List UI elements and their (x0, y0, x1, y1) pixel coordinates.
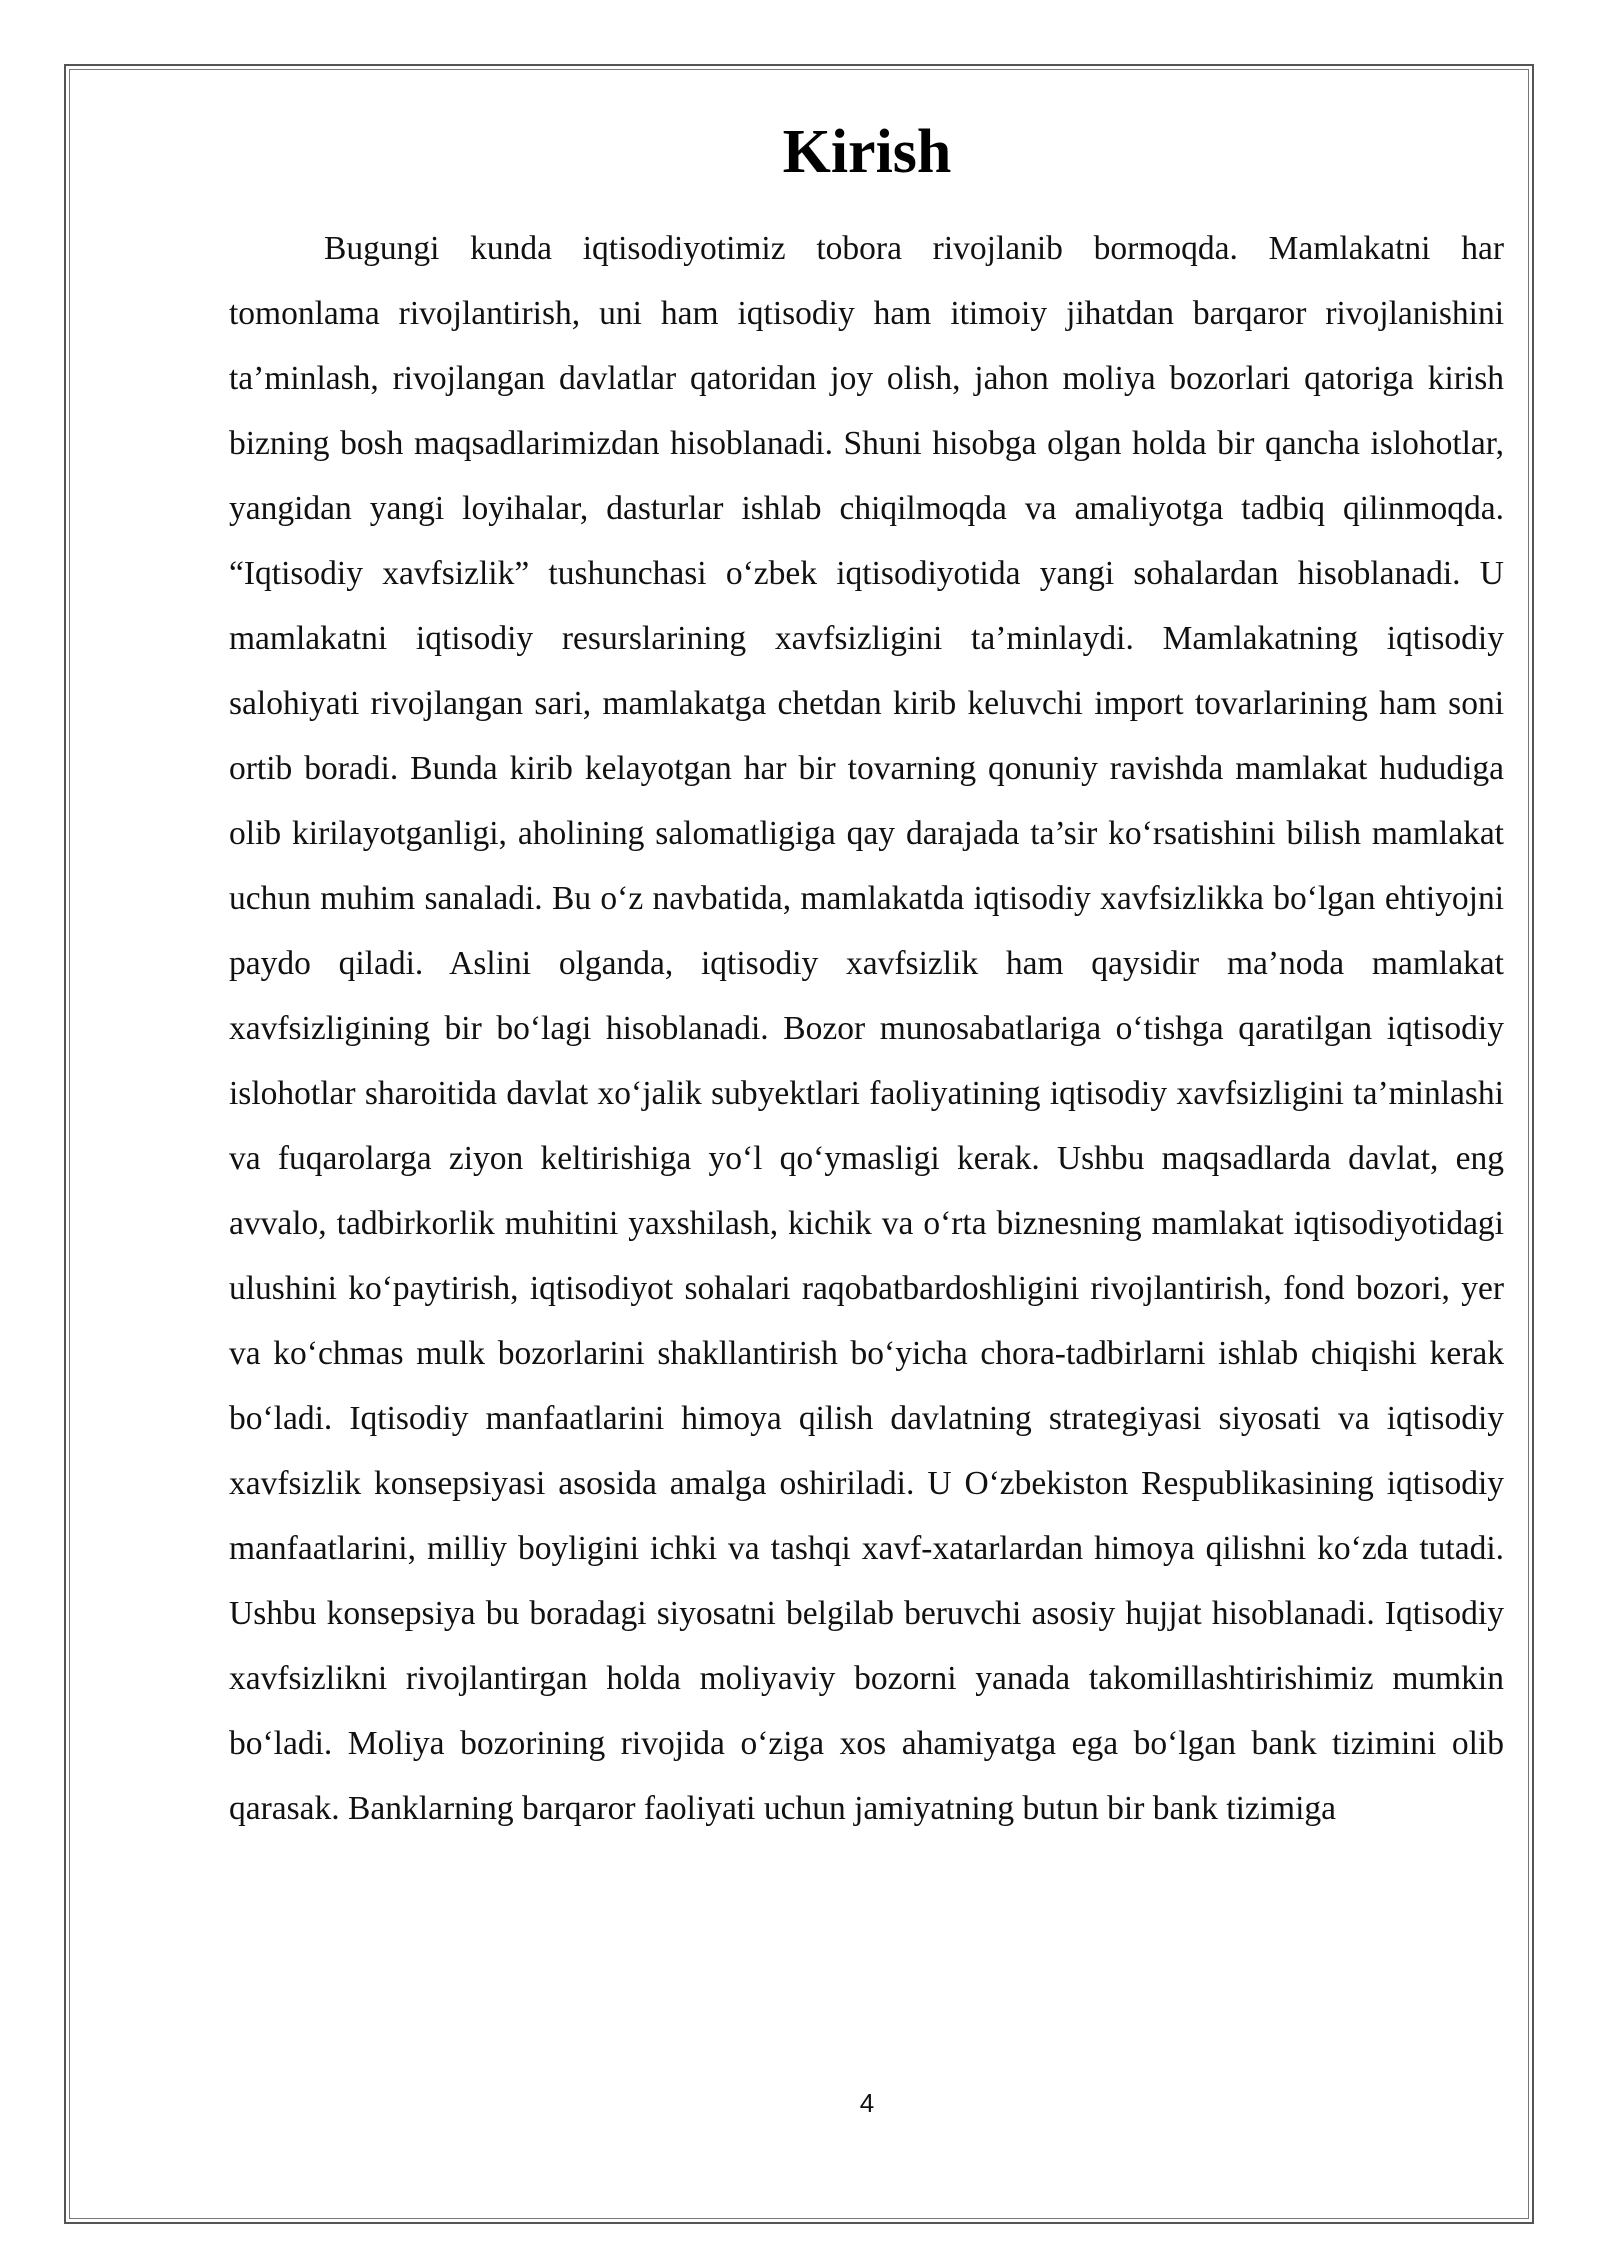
page-title: Kirish (782, 118, 952, 186)
body-paragraph: Bugungi kunda iqtisodiyotimiz tobora rivojlanib bormoqda. Mamlakatni har tomonlama rivojlantirish, uni ham iqtisodiy ham itimoiy jihatdan barqaror rivojlanishini ta’minlash, rivojlangan davlatlar qatoridan joy olish, jahon moliya bozorlari qatoriga kirish bizning bosh maqsadlarimizdan hisoblanadi. Shuni hisobga olgan holda bir qancha islohotlar, yangidan yangi loyihalar, dasturlar ishlab chiqilmoqda va amaliyotga tadbiq qilinmoqda. “Iqtisodiy xavfsizlik” tushunchasi o‘zbek iqtisodiyotida yangi sohalardan hisoblanadi. U mamlakatni iqtisodiy resurslarining xavfsizligini ta’minlaydi. Mamlakatning iqtisodiy salohiyati rivojlangan sari, mamlakatga chetdan kirib keluvchi import tovarlarining ham soni ortib boradi. Bunda kirib kelayotgan har bir tovarning qonuniy ravishda mamlakat hududiga olib kirilayotganligi, aholining salomatligiga qay darajada ta’sir ko‘rsatishini bilish mamlakat uchun muhim sanaladi. Bu o‘z navbatida, mamlakatda iqtisodiy xavfsizlikka bo‘lgan ehtiyojni paydo qiladi. Aslini olganda, iqtisodiy xavfsizlik ham qaysidir ma’noda mamlakat xavfsizligining bir bo‘lagi hisoblanadi. Bozor munosabatlariga o‘tishga qaratilgan iqtisodiy islohotlar sharoitida davlat xo‘jalik subyektlari faoliyatining iqtisodiy xavfsizligini ta’minlashi va fuqarolarga ziyon keltirishiga yo‘l qo‘ymasligi kerak. Ushbu maqsadlarda davlat, eng avvalo, tadbirkorlik muhitini yaxshilash, kichik va o‘rta biznesning mamlakat iqtisodiyotidagi ulushini ko‘paytirish, iqtisodiyot sohalari raqobatbardoshligini rivojlantirish, fond bozori, yer va ko‘chmas mulk bozorlarini shakllantirish bo‘yicha chora-tadbirlarni ishlab chiqishi kerak bo‘ladi. Iqtisodiy manfaatlarini himoya qilish davlatning strategiyasi siyosati va iqtisodiy xavfsizlik konsepsiyasi asosida amalga oshiriladi. U O‘zbekiston Respublikasining iqtisodiy manfaatlarini, milliy boyligini ichki va tashqi xavf-xatarlardan himoya qilishni ko‘zda tutadi. Ushbu konsepsiya bu boradagi siyosatni belgilab beruvchi asosiy hujjat hisoblanadi. Iqtisodiy xavfsizlikni rivojlantirgan holda moliyaviy bozorni yanada takomillashtirishimiz mumkin bo‘ladi. Moliya bozorining rivojida o‘ziga xos ahamiyatga ega bo‘lgan bank tizimini olib qarasak. Banklarning barqaror faoliyati uchun jamiyatning butun bir bank tizimiga (229, 230, 1504, 1827)
page-number: 4 (859, 2088, 875, 2118)
